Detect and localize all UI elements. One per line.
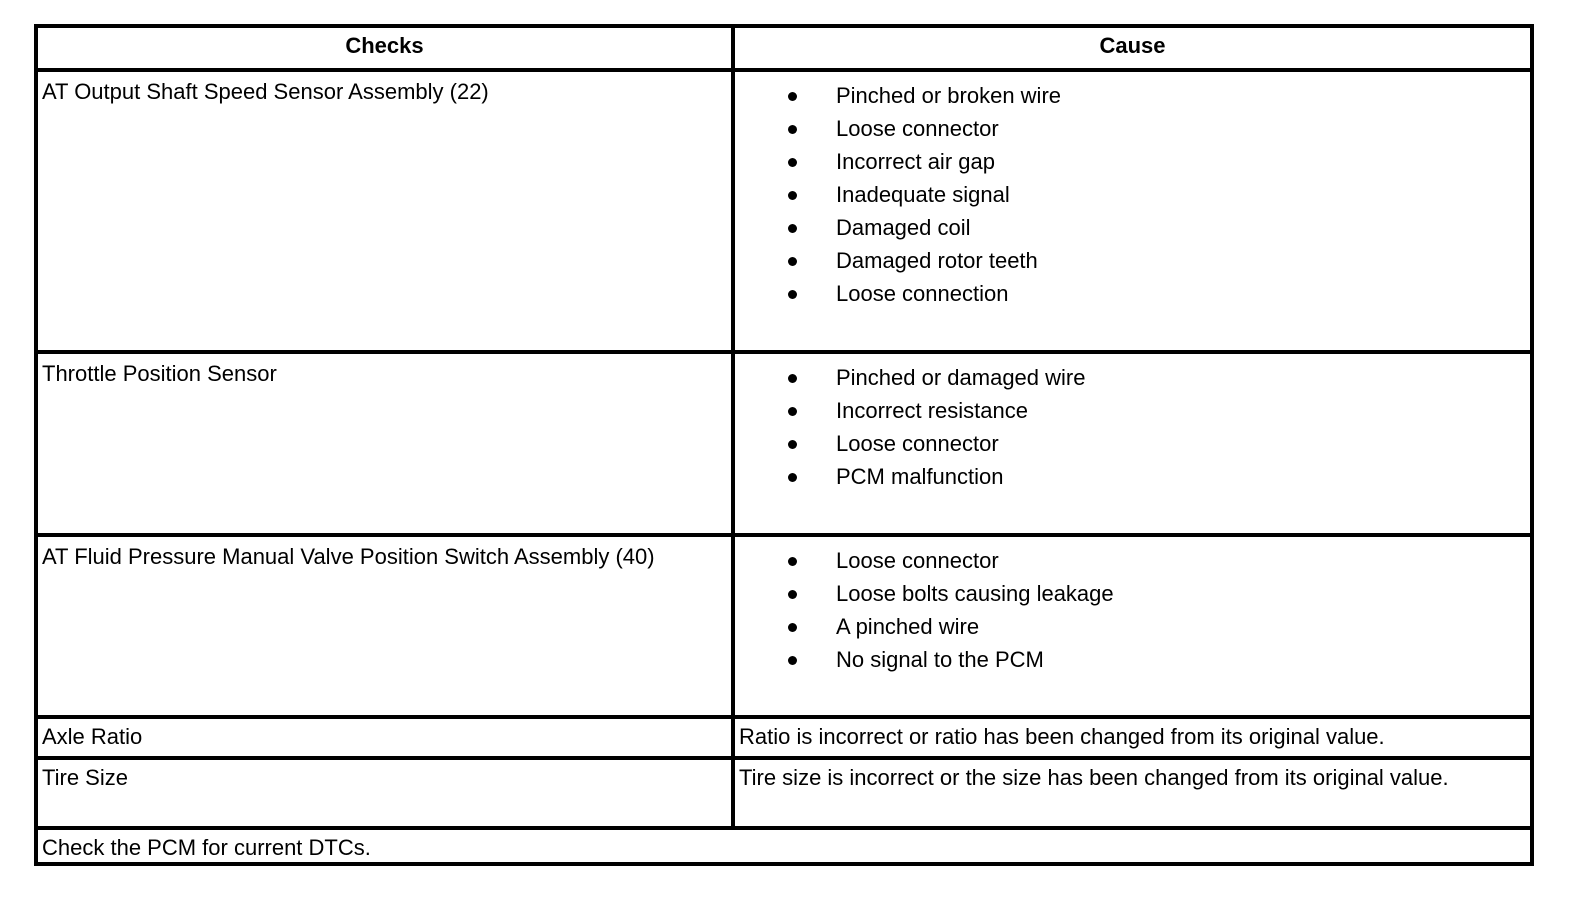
cause-text: Inadequate signal (836, 182, 1010, 207)
cause-text: Loose bolts causing leakage (836, 581, 1114, 606)
list-item (735, 613, 1530, 646)
cause-list (735, 537, 1530, 679)
cause-cell (731, 537, 1530, 715)
bullet-icon (788, 290, 797, 299)
list-item (735, 547, 1530, 580)
table-row (38, 756, 1530, 826)
bullet-icon (788, 590, 797, 599)
bullet-icon (788, 257, 797, 266)
cause-text: A pinched wire (836, 614, 980, 639)
cause-text: Pinched or broken wire (836, 83, 1062, 108)
list-item (735, 181, 1530, 214)
bullet-icon (788, 623, 797, 632)
cause-text: Loose connector (836, 431, 999, 456)
cause-cell: Ratio is incorrect or ratio has been changed from its original value. (731, 719, 1530, 756)
cause-text: Damaged coil (836, 215, 971, 240)
cause-list (735, 354, 1530, 496)
cause-text: Loose connector (836, 548, 999, 573)
cause-cell (731, 354, 1530, 533)
cause-text: Damaged rotor teeth (836, 248, 1038, 273)
list-item (735, 148, 1530, 181)
bullet-icon (788, 656, 797, 665)
cause-text: Incorrect air gap (836, 149, 995, 174)
cause-cell: Tire size is incorrect or the size has been changed from its original value. (731, 760, 1530, 826)
cause-text: Loose connector (836, 116, 999, 141)
table-row (38, 715, 1530, 756)
check-cell: Throttle Position Sensor (42, 361, 277, 386)
footer-note: Check the PCM for current DTCs. (42, 835, 371, 860)
list-item (735, 463, 1530, 496)
bullet-icon (788, 374, 797, 383)
list-item (735, 580, 1530, 613)
list-item (735, 280, 1530, 313)
list-item (735, 247, 1530, 280)
bullet-icon (788, 557, 797, 566)
bullet-icon (788, 125, 797, 134)
list-item (735, 115, 1530, 148)
list-item (735, 397, 1530, 430)
cause-text: Loose connection (836, 281, 1009, 306)
bullet-icon (788, 407, 797, 416)
cause-text: Pinched or damaged wire (836, 365, 1086, 390)
table-row (38, 533, 1530, 715)
table-row (38, 350, 1530, 533)
cause-text: No signal to the PCM (836, 647, 1044, 672)
cause-text: PCM malfunction (836, 464, 1004, 489)
header-cause: Cause (731, 28, 1530, 68)
diagnostic-table (34, 24, 1534, 866)
bullet-icon (788, 440, 797, 449)
header-row (38, 28, 1530, 68)
table-row (38, 68, 1530, 350)
check-cell: Axle Ratio (42, 724, 143, 749)
bullet-icon (788, 224, 797, 233)
footer-row (38, 826, 1530, 866)
cause-list (735, 72, 1530, 313)
check-cell: AT Fluid Pressure Manual Valve Position Switch Assembly (40) (42, 544, 655, 569)
bullet-icon (788, 473, 797, 482)
bullet-icon (788, 92, 797, 101)
check-cell: Tire Size (42, 765, 128, 790)
list-item (735, 430, 1530, 463)
check-cell: AT Output Shaft Speed Sensor Assembly (22) (42, 79, 489, 104)
list-item (735, 364, 1530, 397)
list-item (735, 214, 1530, 247)
bullet-icon (788, 158, 797, 167)
list-item (735, 82, 1530, 115)
bullet-icon (788, 191, 797, 200)
cause-cell (731, 72, 1530, 350)
list-item (735, 646, 1530, 679)
cause-text: Incorrect resistance (836, 398, 1028, 423)
header-checks: Checks (345, 33, 424, 58)
